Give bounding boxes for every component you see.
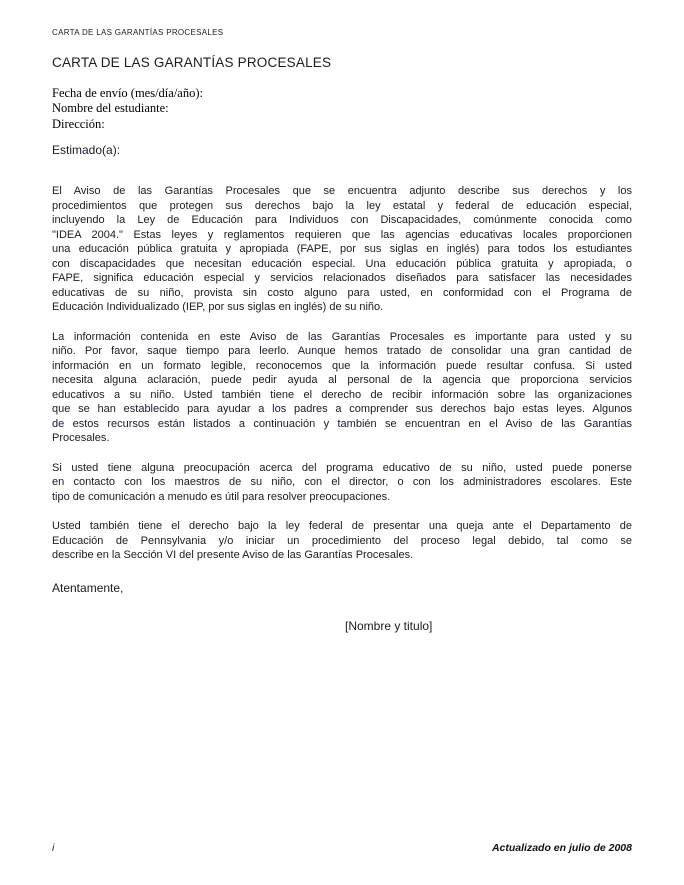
paragraph-line: La información contenida en este Aviso de las Garantías Procesales es importante para usted y su	[52, 330, 632, 343]
paragraph-line: Si usted tiene alguna preocupación acerca del programa educativo de su niño, usted puede ponerse	[52, 461, 632, 474]
signature-placeholder: [Nombre y titulo]	[345, 619, 433, 633]
letter-body	[52, 184, 632, 578]
paragraph-line: con discapacidades que necesitan educación especial. Una educación pública gratuita y apropiada, o	[52, 257, 632, 270]
field-address-label: Dirección:	[52, 116, 105, 131]
paragraph-line: educativas de su niño, provista sin costo alguno para usted, en conformidad con el Programa de	[52, 286, 632, 299]
salutation: Estimado(a):	[52, 143, 121, 157]
field-send-date-label: Fecha de envío (mes/día/año):	[52, 86, 203, 100]
paragraph-line: Usted también tiene el derecho bajo la ley federal de presentar una queja ante el Departamento de	[52, 520, 632, 532]
paragraph	[52, 461, 632, 505]
paragraph-line: incluyendo la Ley de Educación para Individuos con Discapacidades, comúnmente conocida como	[52, 214, 632, 226]
paragraph-line: describe en la Sección VI del presente Aviso de las Garantías Procesales.	[52, 549, 414, 561]
paragraph-line: Educación Individualizado (IEP, por sus siglas en inglés) de su niño.	[52, 301, 384, 313]
footer-updated-date: Actualizado en julio de 2008	[491, 842, 632, 854]
page-title: CARTA DE LAS GARANTÍAS PROCESALES	[52, 55, 332, 70]
paragraph-line: FAPE, significa educación especial y servicios relacionados diseñados para satisfacer las necesidades	[52, 272, 632, 284]
paragraph-line: El Aviso de las Garantías Procesales que se encuentra adjunto describe sus derechos y los	[52, 185, 632, 197]
field-student-name-label: Nombre del estudiante:	[52, 101, 169, 116]
paragraph-line: Educación de Pennsylvania y/o iniciar un procedimiento del proceso legal debido, tal como se	[52, 534, 632, 547]
paragraph-line: Procesales.	[52, 432, 110, 444]
paragraph-line: tipo de comunicación a menudo es útil para resolver preocupaciones.	[52, 490, 391, 503]
paragraph-line: que se han establecido para ayudar a los padres a comprender sus derechos bajo estas leyes. Algunos	[52, 403, 632, 415]
paragraph-line: necesita alguna aclaración, puede pedir ayuda al personal de la agencia que proporciona servicios	[52, 374, 632, 386]
running-header: CARTA DE LAS GARANTÍAS PROCESALES	[52, 28, 224, 37]
paragraph-line: en contacto con los maestros de su niño, con el director, o con los administradores escolares. Este	[52, 476, 632, 488]
paragraph-line: de estos recursos están listados a continuación y también se encuentran en el Aviso de las Garantías	[52, 417, 632, 430]
letter-fields	[52, 86, 203, 132]
paragraph-line: "IDEA 2004." Estas leyes y reglamentos requieren que las agencias educativas locales proporcionen	[52, 228, 632, 241]
paragraph	[52, 184, 632, 315]
paragraph-line: niño. Por favor, saque tiempo para leerlo. Aunque hemos tratado de consolidar una gran cantidad de	[52, 345, 632, 357]
page-number: i	[52, 842, 55, 854]
paragraph-line: una educación pública gratuita y apropiada (FAPE, por sus siglas en inglés) para todos los estudiantes	[52, 243, 632, 255]
closing: Atentamente,	[52, 581, 124, 595]
page-footer	[52, 842, 632, 854]
paragraph-line: información en un formato legible, reconocemos que la información puede resultar confusa. Si usted	[52, 359, 632, 372]
paragraph-line: educativos a su niño. Usted también tiene el derecho de recibir información sobre las organizaciones	[52, 388, 632, 401]
paragraph	[52, 519, 632, 563]
paragraph	[52, 330, 632, 446]
paragraph-line: procedimientos que protegen sus derechos bajo la ley estatal y federal de educación especial,	[52, 199, 632, 212]
